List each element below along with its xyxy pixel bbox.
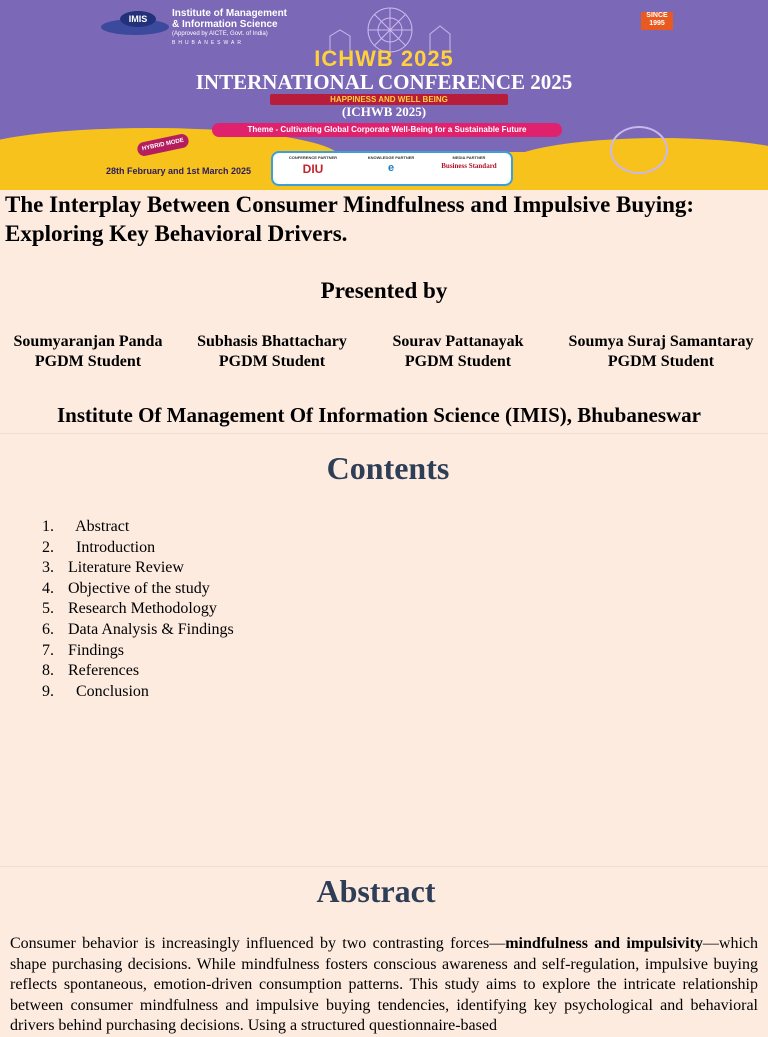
author-role: PGDM Student: [218, 353, 326, 370]
presented-by-heading: Presented by: [320, 278, 448, 303]
author-block: [556, 332, 766, 372]
conference-short-title: ICHWB 2025: [314, 46, 454, 71]
institute-approval: (Approved by AICTE, Govt. of India): [172, 31, 268, 37]
item-label: Conclusion: [68, 682, 149, 700]
abstract-emphasis: mindfulness and impulsivity: [505, 935, 703, 952]
item-label: Research Methodology: [68, 600, 217, 618]
conference-subtitle: HAPPINESS AND WELL BEING: [270, 94, 508, 105]
conference-theme: Theme - Cultivating Global Corporate Well-Being for a Sustainable Future: [212, 123, 562, 137]
conference-banner: [0, 0, 768, 190]
item-number: 8.: [42, 662, 54, 680]
partners-box: [271, 151, 513, 186]
institute-name: Institute Of Management Of Information Science (IMIS), Bhubaneswar: [57, 403, 701, 427]
institute-line1: Institute of Management: [172, 8, 288, 19]
list-item: [42, 558, 234, 579]
hybrid-mode-badge: HYBRID MODE: [136, 133, 190, 158]
item-number: 1.: [42, 518, 54, 535]
institute-line2: & Information Science: [172, 19, 278, 30]
partner-name: e: [387, 162, 395, 174]
item-label: Literature Review: [68, 559, 184, 577]
author-block: [186, 332, 358, 372]
abstract-text: —which shape purchasing decisions. While mindfulness fosters conscious awareness and self-regulation, impulsive buying reflects spontaneous, emotion-driven consumption patterns. This study aims to explore the intricate relationship between consumer mindfulness and impulsive buying tendencies, identifying key psychological and behavioral drivers behind purchasing decisions. Using a structured questionnaire-based: [10, 935, 759, 1035]
author-name: Subhasis Bhattachary: [197, 333, 347, 350]
item-number: 2.: [42, 538, 54, 556]
author-name: Sourav Pattanayak: [392, 333, 524, 350]
logo-text: IMIS: [128, 14, 148, 24]
author-role: PGDM Student: [607, 353, 715, 370]
item-number: 6.: [42, 620, 54, 638]
item-label: Findings: [68, 641, 125, 659]
author-block: [375, 332, 541, 372]
item-label: References: [68, 662, 140, 680]
partner-media: [431, 155, 507, 182]
author-name: Soumyaranjan Panda: [13, 333, 163, 350]
list-item: [42, 682, 234, 703]
partner-conference: [275, 155, 351, 182]
partner-name: DIU: [302, 162, 324, 176]
list-item: [42, 620, 234, 641]
partner-label: MEDIA PARTNER: [452, 155, 486, 160]
partner-name: Business Standard: [441, 162, 497, 170]
list-item: [42, 661, 234, 682]
paper-title: The Interplay Between Consumer Mindfulness and Impulsive Buying: Exploring Key Behavioral Drivers.: [5, 192, 695, 246]
page-divider: [0, 433, 768, 434]
conference-title: INTERNATIONAL CONFERENCE 2025: [195, 70, 573, 94]
item-label: Data Analysis & Findings: [68, 620, 234, 638]
item-label: Introduction: [68, 538, 156, 556]
item-number: 9.: [42, 682, 54, 700]
list-item: [42, 517, 234, 538]
list-item: [42, 538, 234, 559]
item-number: 4.: [42, 579, 54, 597]
page-divider: [0, 866, 768, 867]
item-label: Objective of the study: [68, 579, 210, 597]
item-number: 5.: [42, 600, 54, 618]
abstract-paragraph: [10, 934, 758, 1037]
conference-dates: 28th February and 1st March 2025: [106, 166, 252, 176]
conference-short-name: (ICHWB 2025): [341, 104, 427, 119]
partner-label: CONFERENCE PARTNER: [288, 155, 338, 160]
partner-label: KNOWLEDGE PARTNER: [367, 155, 415, 160]
since-year: 1995: [649, 20, 665, 27]
item-number: 7.: [42, 641, 54, 659]
list-item: [42, 641, 234, 662]
globe-icon: [610, 126, 668, 174]
abstract-heading: Abstract: [316, 873, 436, 909]
author-block: [0, 332, 176, 372]
partner-knowledge: [353, 155, 429, 182]
list-item: [42, 599, 234, 620]
contents-list: [42, 517, 234, 702]
institute-city: BHUBANESWAR: [172, 40, 244, 46]
author-role: PGDM Student: [404, 353, 512, 370]
institute-block: [172, 8, 287, 49]
since-label: SINCE: [646, 12, 668, 19]
contents-heading: Contents: [326, 450, 450, 486]
abstract-text: Consumer behavior is increasingly influenced by two contrasting forces—: [10, 935, 506, 952]
item-label: Abstract: [68, 518, 130, 535]
author-name: Soumya Suraj Samantaray: [568, 333, 754, 350]
list-item: [42, 579, 234, 600]
since-badge: [641, 12, 673, 30]
item-number: 3.: [42, 559, 54, 577]
imis-logo: [100, 8, 170, 38]
author-role: PGDM Student: [34, 353, 142, 370]
